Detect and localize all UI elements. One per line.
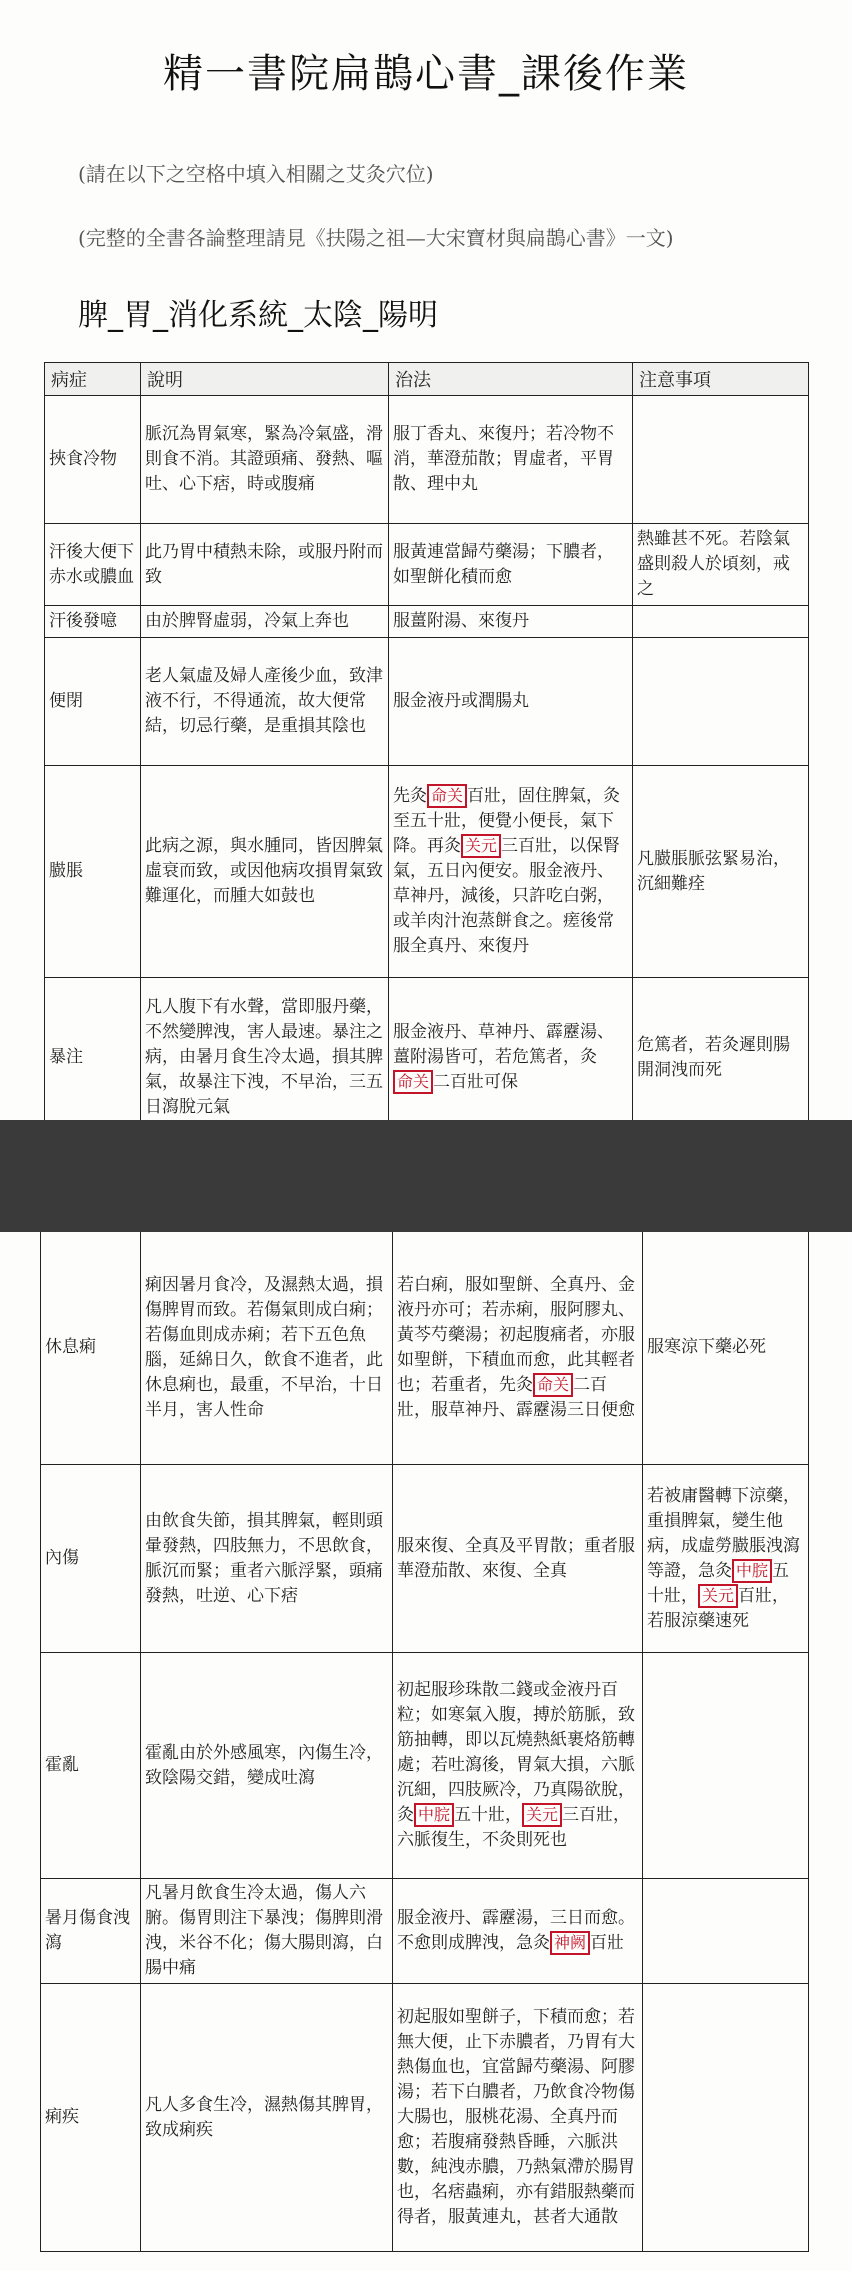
- cell-treatment: [393, 1653, 643, 1879]
- cell-description: 由於脾腎虛弱，冷氣上奔也: [141, 606, 389, 638]
- treatment-text: 初起服珍珠散二錢或金液丹百粒；如寒氣入腹，搏於筋脈，致筋抽轉，即以瓦燒熱紙裹烙筋轉處；若吐瀉後，胃氣大損，六脈沉細，四肢厥冷，乃真陽欲脫，灸: [397, 1680, 635, 1825]
- cell-treatment: 服來復、全真及平胃散；重者服華澄茄散、來復、全真: [393, 1465, 643, 1653]
- cell-disease: 挾食冷物: [45, 396, 141, 524]
- cell-treatment: 服黃連當歸芍藥湯；下膿者，如聖餅化積而愈: [389, 524, 633, 606]
- document-page-1: [0, 0, 852, 1120]
- cell-notes: 危篤者，若灸遲則腸開洞洩而死: [633, 978, 809, 1121]
- cell-description: 凡人腹下有水聲，當即服丹藥，不然變脾洩，害人最速。暴注之病，由暑月食生冷太過，損其脾氣，故暴注下洩，不早治，三五日瀉脫元氣: [141, 978, 389, 1121]
- header-treatment: 治法: [389, 363, 633, 396]
- acupoint-mark: 关元: [461, 834, 501, 858]
- note-text: 百壯，若服涼藥速死: [647, 1585, 790, 1631]
- cell-treatment: [389, 978, 633, 1121]
- treatment-text: 先灸: [393, 786, 427, 806]
- cell-notes: [633, 606, 809, 638]
- cell-description: 此病之源，與水腫同，皆因脾氣虛衰而致，或因他病攻損胃氣致難運化，而腫大如鼓也: [141, 766, 389, 978]
- note-text: 若被庸醫轉下涼藥，重損脾氣，變生他病，成虛勞臌脹洩瀉等證，急灸: [647, 1485, 800, 1581]
- cell-notes: [643, 1879, 809, 1984]
- instruction-note: (請在以下之空格中填入相關之艾灸穴位): [78, 162, 434, 186]
- cell-notes: [643, 1465, 809, 1653]
- cell-notes: [643, 1984, 809, 2252]
- cell-treatment: [393, 1879, 643, 1984]
- page-gap: [0, 1120, 852, 1232]
- table-row: [45, 396, 809, 524]
- acupoint-mark: 神阙: [550, 1931, 590, 1955]
- table-row: [45, 524, 809, 606]
- cell-description: 由飲食失節，損其脾氣，輕則頭暈發熱，四肢無力，不思飲食，脈沉而緊；重者六脈浮緊，頭痛發熱，吐逆、心下痞: [141, 1465, 393, 1653]
- cell-disease: 便閉: [45, 638, 141, 766]
- treatment-text: 三百壯，六脈復生，不灸則死也: [397, 1805, 631, 1850]
- table-row: [45, 638, 809, 766]
- cell-description: 脈沉為胃氣寒，緊為冷氣盛，滑則食不消。其證頭痛、發熱、嘔吐、心下痞，時或腹痛: [141, 396, 389, 524]
- note-text: 五十壯，: [647, 1560, 790, 1606]
- reference-note: (完整的全書各論整理請見《扶陽之祖—大宋寶材與扁鵲心書》一文): [78, 226, 674, 250]
- treatment-text: 若白痢，服如聖餅、全真丹、金液丹亦可；若赤痢，服阿膠丸、黃芩芍藥湯；初起腹痛者，亦服如聖餅，下積血而愈，此其輕者也；若重者，先灸: [397, 1274, 635, 1395]
- cell-notes: 凡臌脹脈弦緊易治，沉細難痊: [633, 766, 809, 978]
- cell-disease: 痢疾: [41, 1984, 141, 2252]
- treatment-table-2-body: [40, 1232, 809, 2252]
- treatment-text: 服金液丹、霹靂湯，三日而愈。不愈則成脾洩，急灸: [397, 1908, 635, 1953]
- table-row: [45, 766, 809, 978]
- cell-disease: 內傷: [41, 1465, 141, 1653]
- cell-notes: 熱雖甚不死。若陰氣盛則殺人於頃刻，戒之: [633, 524, 809, 606]
- cell-description: 此乃胃中積熱未除，或服丹附而致: [141, 524, 389, 606]
- table-header-row: [45, 363, 809, 396]
- cell-notes: [643, 1653, 809, 1879]
- cell-notes: 服寒涼下藥必死: [643, 1232, 809, 1465]
- table-row: [45, 606, 809, 638]
- cell-description: 凡人多食生冷，濕熱傷其脾胃，致成痢疾: [141, 1984, 393, 2252]
- treatment-table-1: [44, 362, 809, 1120]
- treatment-text: 二百壯可保: [433, 1072, 519, 1092]
- treatment-text: 二百壯，服草神丹、霹靂湯三日便愈: [397, 1374, 635, 1420]
- cell-treatment: 服金液丹或潤腸丸: [389, 638, 633, 766]
- table-row: [41, 1879, 809, 1984]
- cell-disease: 臌脹: [45, 766, 141, 978]
- cell-description: 老人氣虛及婦人產後少血，致津液不行，不得通流，故大便常結，切忌行藥，是重損其陰也: [141, 638, 389, 766]
- cell-disease: 汗後大便下赤水或膿血: [45, 524, 141, 606]
- table-row: [41, 1653, 809, 1879]
- treatment-text: 三百壯，以保腎氣，五日內便安。服金液丹、草神丹，減後，只許吃白粥，或羊肉汁泡蒸餅食之。瘥後常服全真丹、來復丹: [393, 836, 621, 956]
- cell-treatment: 初起服如聖餅子，下積而愈；若無大便，止下赤膿者，乃胃有大熱傷血也，宜當歸芍藥湯、阿膠湯；若下白膿者，乃飲食冷物傷大腸也，服桃花湯、全真丹而愈；若腹痛發熱昏睡，六脈洪數，純洩赤膿，乃熱氣滯於腸胃也，名痞蟲痢，亦有錯服熱藥而得者，服黃連丸，甚者大通散: [393, 1984, 643, 2252]
- section-heading: 脾_胃_消化系統_太陰_陽明: [78, 298, 438, 333]
- cell-notes: [633, 396, 809, 524]
- cell-disease: 霍亂: [41, 1653, 141, 1879]
- cell-description: 痢因暑月食冷，及濕熱太過，損傷脾胃而致。若傷氣則成白痢；若傷血則成赤痢；若下五色魚腦，延綿日久，飲食不進者，此休息痢也，最重，不早治，十日半月，害人性命: [141, 1232, 393, 1465]
- cell-description: 凡暑月飲食生冷太過，傷人六腑。傷胃則注下暴洩；傷脾則滑洩，米谷不化；傷大腸則瀉，白腸中痛: [141, 1879, 393, 1984]
- cell-description: 霍亂由於外感風寒，內傷生冷，致陰陽交錯，變成吐瀉: [141, 1653, 393, 1879]
- cell-disease: 休息痢: [41, 1232, 141, 1465]
- cell-disease: 汗後發噫: [45, 606, 141, 638]
- table-row: [41, 1465, 809, 1653]
- cell-disease: 暴注: [45, 978, 141, 1121]
- table-row: [41, 1984, 809, 2252]
- treatment-text: 百壯，固住脾氣，灸至五十壯，便覺小便長，氣下降。再灸: [393, 786, 621, 856]
- header-disease: 病症: [45, 363, 141, 396]
- table-row: [45, 978, 809, 1121]
- acupoint-mark: 关元: [522, 1803, 562, 1827]
- acupoint-mark: 关元: [698, 1584, 738, 1608]
- header-description: 說明: [141, 363, 389, 396]
- acupoint-mark: 命关: [393, 1070, 433, 1094]
- document-page-2: [0, 1232, 852, 2271]
- cell-treatment: 服丁香丸、來復丹；若冷物不消，華澄茄散；胃虛者，平胃散、理中丸: [389, 396, 633, 524]
- cell-treatment: [389, 766, 633, 978]
- acupoint-mark: 命关: [427, 784, 467, 808]
- table-row: [41, 1232, 809, 1465]
- cell-treatment: 服薑附湯、來復丹: [389, 606, 633, 638]
- acupoint-mark: 命关: [533, 1373, 573, 1397]
- cell-notes: [633, 638, 809, 766]
- treatment-text: 百壯: [590, 1933, 625, 1953]
- treatment-text: 服金液丹、草神丹、霹靂湯、薑附湯皆可，若危篤者，灸: [393, 1022, 614, 1067]
- acupoint-mark: 中脘: [414, 1803, 454, 1827]
- cell-disease: 暑月傷食洩瀉: [41, 1879, 141, 1984]
- acupoint-mark: 中脘: [732, 1559, 772, 1583]
- cell-treatment: [393, 1232, 643, 1465]
- treatment-text: 五十壯，: [454, 1805, 523, 1825]
- header-notes: 注意事項: [633, 363, 809, 396]
- page-title: 精一書院扁鵲心書_課後作業: [163, 51, 689, 97]
